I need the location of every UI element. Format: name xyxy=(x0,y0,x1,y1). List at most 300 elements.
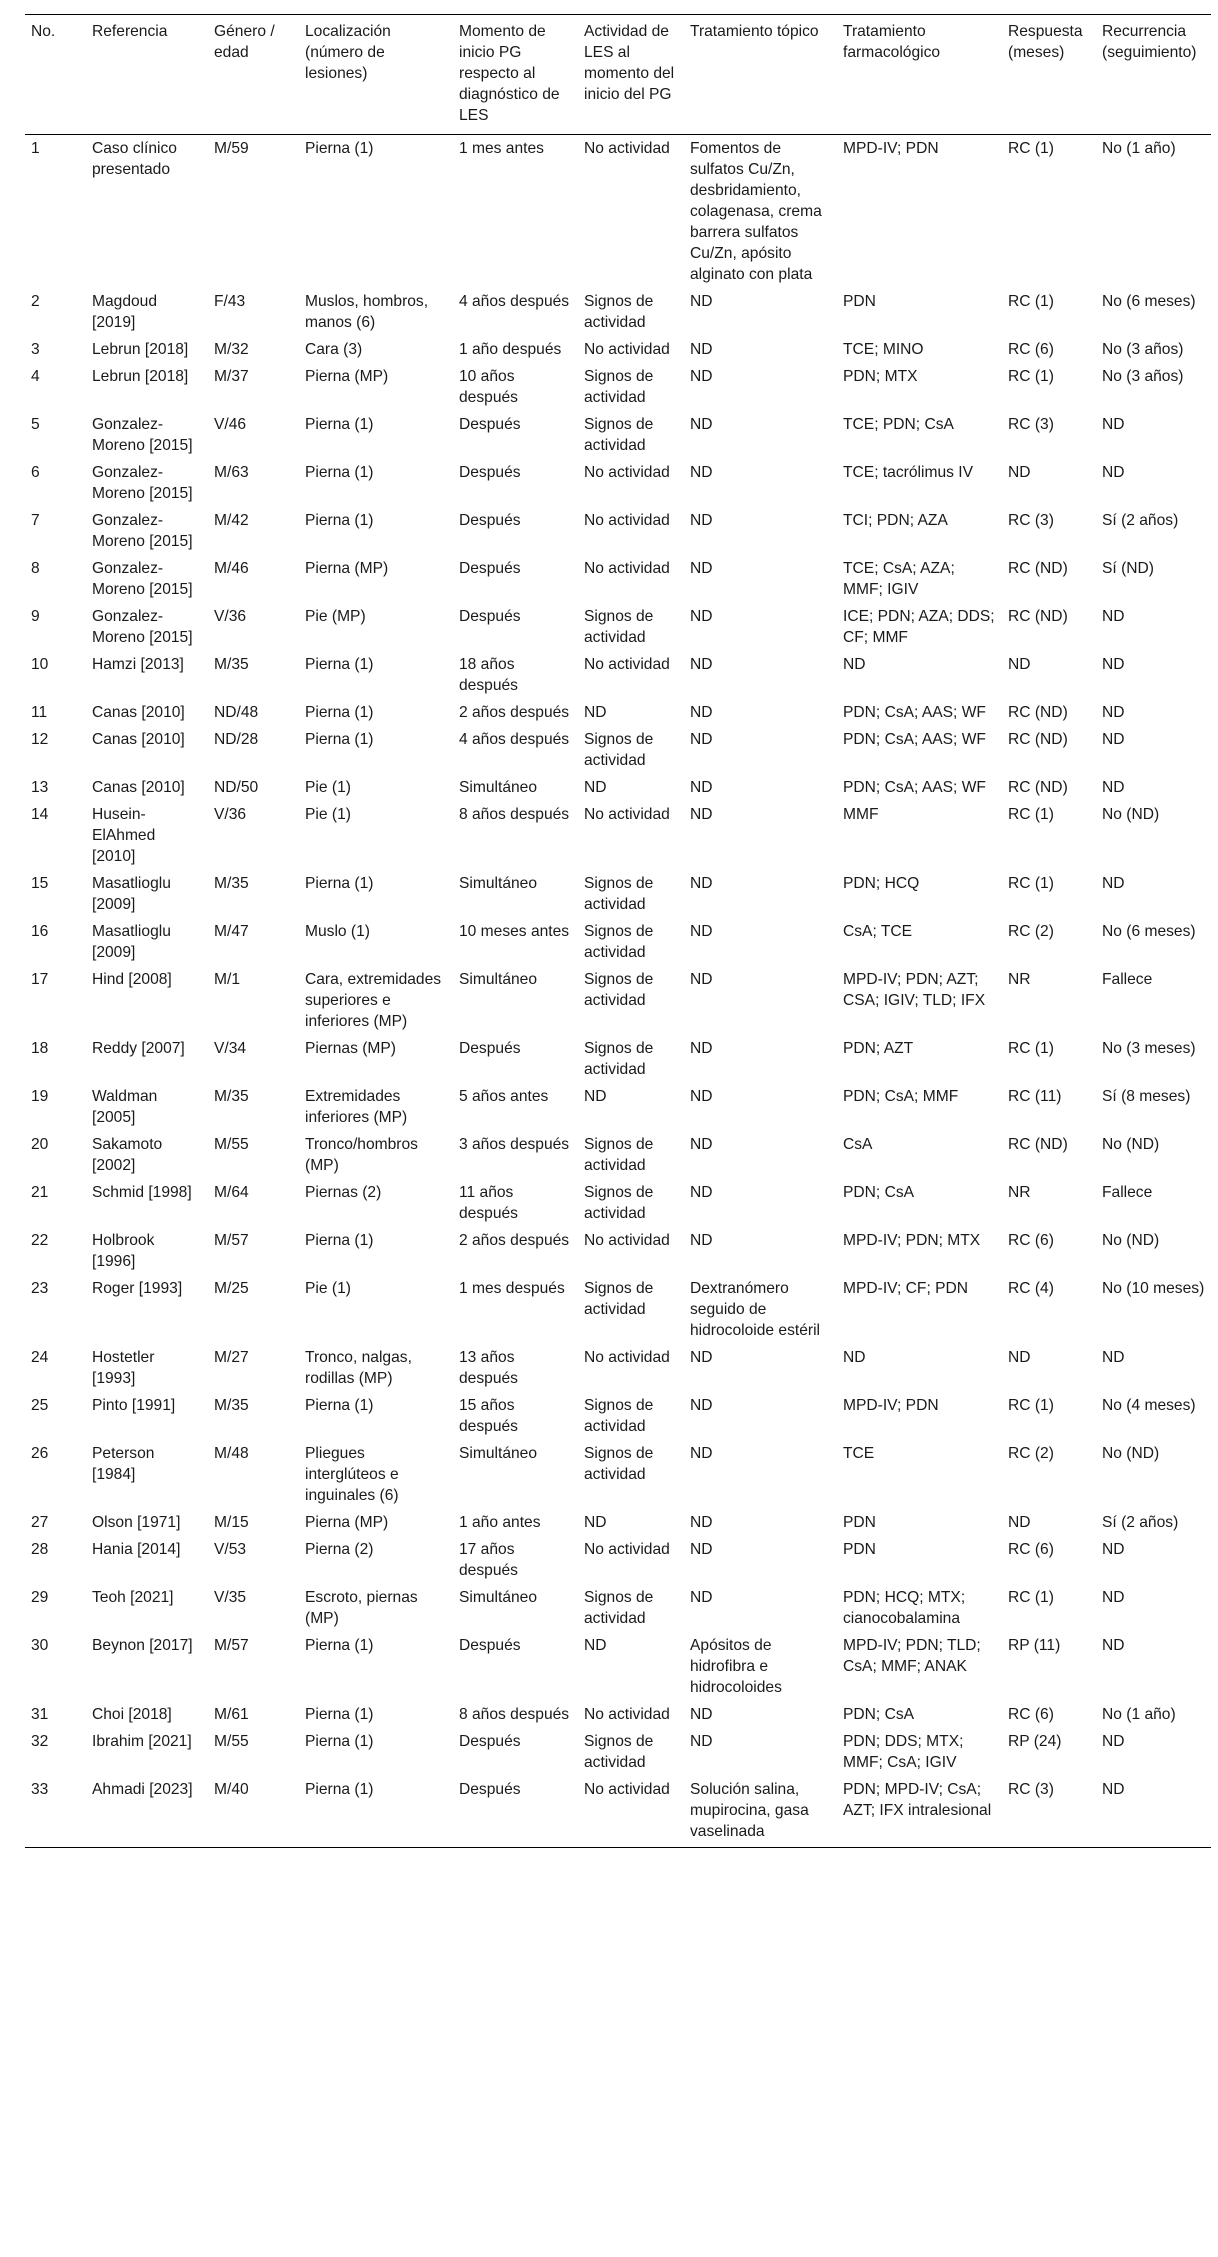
cell-tratamiento-topico: ND xyxy=(690,293,713,310)
cell-actividad-les: ND xyxy=(584,704,607,721)
cell-genero-edad: V/36 xyxy=(214,608,247,625)
cell-respuesta: RC (3) xyxy=(1002,1776,1096,1848)
cell-referencia: Peterson [1984] xyxy=(92,1445,155,1483)
cell-genero-edad: ND/28 xyxy=(214,731,259,748)
cell-tratamiento-topico: ND xyxy=(690,1040,713,1057)
cell-tratamiento-topico: ND xyxy=(690,341,713,358)
cell-tratamiento-farmacologico: TCI; PDN; AZA xyxy=(843,512,948,529)
cell-actividad-les: No actividad xyxy=(584,1232,670,1249)
cell-referencia: Canas [2010] xyxy=(92,704,185,721)
header-tratamiento-topico: Tratamiento tópico xyxy=(684,15,837,135)
cell-genero-edad: V/46 xyxy=(214,416,247,433)
cell-momento-inicio: Simultáneo xyxy=(459,779,538,796)
cell-tratamiento-topico: ND xyxy=(690,1706,713,1723)
cell-tratamiento-farmacologico: ND xyxy=(843,1349,866,1366)
cell-tratamiento-topico: ND xyxy=(690,1397,713,1414)
header-localizacion: Localización (número de lesiones) xyxy=(299,15,453,135)
cell-referencia: Holbrook [1996] xyxy=(92,1232,155,1270)
cell-no: 18 xyxy=(31,1040,49,1057)
cell-respuesta: RC (11) xyxy=(1008,1088,1062,1105)
cell-no: 6 xyxy=(31,464,40,481)
cell-momento-inicio: 4 años después xyxy=(459,293,570,310)
cell-actividad-les: ND xyxy=(584,779,607,796)
cell-tratamiento-topico: ND xyxy=(690,806,713,823)
cell-momento-inicio: Después xyxy=(459,1040,521,1057)
cell-localizacion: Pie (1) xyxy=(305,779,351,796)
table-row xyxy=(25,411,1211,459)
cell-recurrencia: Fallece xyxy=(1102,1184,1153,1201)
cell-tratamiento-topico: ND xyxy=(690,368,713,385)
cell-tratamiento-topico: ND xyxy=(690,512,713,529)
cell-localizacion: Pierna (1) xyxy=(305,140,374,157)
cell-tratamiento-topico: ND xyxy=(690,608,713,625)
cell-momento-inicio: 1 mes antes xyxy=(459,140,544,157)
cell-no: 8 xyxy=(31,560,40,577)
cell-tratamiento-farmacologico: MPD-IV; PDN; AZT; CSA; IGIV; TLD; IFX xyxy=(843,971,986,1009)
cell-actividad-les: Signos de actividad xyxy=(584,608,654,646)
cell-momento-inicio: Después xyxy=(459,464,521,481)
cell-no: 3 xyxy=(31,341,40,358)
cell-localizacion: Piernas (MP) xyxy=(305,1040,396,1057)
cell-tratamiento-farmacologico: ICE; PDN; AZA; DDS; CF; MMF xyxy=(843,608,995,646)
cell-respuesta: RC (6) xyxy=(1008,1232,1054,1249)
cell-referencia: Gonzalez-Moreno [2015] xyxy=(92,560,193,598)
cell-no: 15 xyxy=(31,875,49,892)
cell-genero-edad: M/15 xyxy=(214,1514,249,1531)
cell-localizacion: Pierna (MP) xyxy=(305,560,389,577)
cell-genero-edad: M/1 xyxy=(214,971,240,988)
cell-tratamiento-farmacologico: PDN; CsA; AAS; WF xyxy=(843,779,986,796)
cell-tratamiento-farmacologico: CsA; TCE xyxy=(843,923,913,940)
cell-respuesta: RC (ND) xyxy=(1008,560,1068,577)
cell-referencia: Beynon [2017] xyxy=(92,1637,193,1654)
cell-tratamiento-farmacologico: MPD-IV; PDN xyxy=(843,140,939,157)
cell-recurrencia: No (ND) xyxy=(1102,1445,1160,1462)
cell-recurrencia: Sí (ND) xyxy=(1102,560,1154,577)
cell-tratamiento-topico: ND xyxy=(690,416,713,433)
table-row xyxy=(25,1083,1211,1131)
cell-recurrencia: No (3 años) xyxy=(1102,368,1184,385)
cell-no: 26 xyxy=(31,1445,49,1462)
cell-genero-edad: M/35 xyxy=(214,875,249,892)
cell-respuesta: RC (1) xyxy=(1008,140,1054,157)
cell-momento-inicio: 4 años después xyxy=(459,731,570,748)
cell-actividad-les: Signos de actividad xyxy=(584,731,654,769)
cell-momento-inicio: Después xyxy=(459,512,521,529)
cell-respuesta: NR xyxy=(1008,1184,1031,1201)
table-row xyxy=(25,1728,1211,1776)
table-row xyxy=(25,1035,1211,1083)
cell-referencia: Teoh [2021] xyxy=(92,1589,174,1606)
cell-localizacion: Pie (1) xyxy=(305,1280,351,1297)
table-row xyxy=(25,135,1211,289)
cell-respuesta: RC (ND) xyxy=(1008,608,1068,625)
cell-actividad-les: No actividad xyxy=(584,1349,670,1366)
cell-tratamiento-topico: ND xyxy=(690,1136,713,1153)
table-row xyxy=(25,363,1211,411)
cell-localizacion: Pierna (2) xyxy=(305,1541,374,1558)
cell-no: 25 xyxy=(31,1397,49,1414)
cell-momento-inicio: 10 años después xyxy=(459,368,518,406)
cell-respuesta: RC (ND) xyxy=(1008,731,1068,748)
cell-genero-edad: V/34 xyxy=(214,1040,247,1057)
cell-no: 2 xyxy=(31,293,40,310)
cell-recurrencia: ND xyxy=(1096,1776,1211,1848)
table-row xyxy=(25,918,1211,966)
cell-no: 12 xyxy=(31,731,49,748)
cell-no: 24 xyxy=(31,1349,49,1366)
table-row xyxy=(25,774,1211,801)
cell-genero-edad: M/25 xyxy=(214,1280,249,1297)
cell-tratamiento-topico: ND xyxy=(690,704,713,721)
cell-recurrencia: No (10 meses) xyxy=(1102,1280,1205,1297)
cell-localizacion: Cara, extremidades superiores e inferiores (MP) xyxy=(305,971,442,1030)
cell-actividad-les: No actividad xyxy=(578,1776,684,1848)
cell-actividad-les: Signos de actividad xyxy=(584,971,654,1009)
cell-tratamiento-farmacologico: PDN; MPD-IV; CsA; AZT; IFX intralesional xyxy=(837,1776,1002,1848)
cell-recurrencia: No (3 años) xyxy=(1102,341,1184,358)
cell-localizacion: Pierna (1) xyxy=(305,1706,374,1723)
table-header xyxy=(25,15,1211,135)
cell-no: 29 xyxy=(31,1589,49,1606)
table-row xyxy=(25,1275,1211,1344)
cell-momento-inicio: 17 años después xyxy=(459,1541,518,1579)
cell-no: 20 xyxy=(31,1136,49,1153)
table-body xyxy=(25,135,1211,1848)
cell-genero-edad: M/55 xyxy=(214,1136,249,1153)
cell-referencia: Husein-ElAhmed [2010] xyxy=(92,806,156,865)
header-genero-edad: Género / edad xyxy=(208,15,299,135)
cell-actividad-les: Signos de actividad xyxy=(584,1397,654,1435)
cell-tratamiento-farmacologico: PDN; CsA xyxy=(843,1706,915,1723)
cell-recurrencia: No (1 año) xyxy=(1102,140,1176,157)
cell-genero-edad: M/46 xyxy=(214,560,249,577)
cell-tratamiento-topico: ND xyxy=(690,731,713,748)
cell-actividad-les: No actividad xyxy=(584,512,670,529)
cell-momento-inicio: 3 años después xyxy=(459,1136,570,1153)
cell-momento-inicio: Simultáneo xyxy=(459,875,538,892)
cell-no: 22 xyxy=(31,1232,49,1249)
cell-respuesta: RC (ND) xyxy=(1008,779,1068,796)
header-row xyxy=(25,15,1211,135)
cell-actividad-les: ND xyxy=(584,1088,607,1105)
cell-no: 23 xyxy=(31,1280,49,1297)
cell-referencia: Gonzalez-Moreno [2015] xyxy=(92,416,193,454)
cell-referencia: Olson [1971] xyxy=(92,1514,181,1531)
cell-genero-edad: M/57 xyxy=(214,1637,249,1654)
table-row xyxy=(25,1227,1211,1275)
cell-localizacion: Muslo (1) xyxy=(305,923,370,940)
cell-recurrencia: Sí (2 años) xyxy=(1102,512,1179,529)
cell-referencia: Lebrun [2018] xyxy=(92,341,189,358)
cell-recurrencia: ND xyxy=(1102,731,1125,748)
table-row xyxy=(25,1776,1211,1848)
cell-momento-inicio: 8 años después xyxy=(459,1706,570,1723)
cell-no: 33 xyxy=(25,1776,86,1848)
cell-respuesta: RC (3) xyxy=(1008,512,1054,529)
cell-tratamiento-topico: ND xyxy=(690,971,713,988)
cell-momento-inicio: 1 año después xyxy=(459,341,562,358)
cell-tratamiento-farmacologico: MPD-IV; CF; PDN xyxy=(843,1280,969,1297)
cell-momento-inicio: 2 años después xyxy=(459,704,570,721)
cell-localizacion: Pierna (1) xyxy=(305,1232,374,1249)
cell-localizacion: Pierna (1) xyxy=(305,704,374,721)
cell-genero-edad: M/48 xyxy=(214,1445,249,1462)
cell-actividad-les: No actividad xyxy=(584,1706,670,1723)
cell-momento-inicio: Después xyxy=(459,1733,521,1750)
cell-tratamiento-topico: ND xyxy=(690,1349,713,1366)
cell-recurrencia: ND xyxy=(1102,464,1125,481)
cell-localizacion: Escroto, piernas (MP) xyxy=(305,1589,418,1627)
cell-recurrencia: ND xyxy=(1102,1589,1125,1606)
cell-respuesta: RC (2) xyxy=(1008,1445,1054,1462)
cell-genero-edad: M/37 xyxy=(214,368,249,385)
cell-tratamiento-farmacologico: TCE xyxy=(843,1445,875,1462)
cell-respuesta: RC (1) xyxy=(1008,806,1054,823)
cell-no: 5 xyxy=(31,416,40,433)
cell-actividad-les: ND xyxy=(584,1637,607,1654)
cell-no: 1 xyxy=(31,140,40,157)
cell-tratamiento-farmacologico: PDN; MTX xyxy=(843,368,918,385)
cell-localizacion: Pierna (MP) xyxy=(305,1514,389,1531)
cell-tratamiento-farmacologico: CsA xyxy=(843,1136,873,1153)
cell-genero-edad: V/36 xyxy=(214,806,247,823)
cell-no: 14 xyxy=(31,806,49,823)
cell-genero-edad: V/53 xyxy=(214,1541,247,1558)
table-row xyxy=(25,870,1211,918)
cell-actividad-les: No actividad xyxy=(584,464,670,481)
cell-no: 7 xyxy=(31,512,40,529)
cell-recurrencia: No (ND) xyxy=(1102,1232,1160,1249)
cell-genero-edad: M/35 xyxy=(214,656,249,673)
cell-tratamiento-farmacologico: MMF xyxy=(843,806,879,823)
cell-recurrencia: ND xyxy=(1102,656,1125,673)
cell-tratamiento-topico: ND xyxy=(690,1541,713,1558)
cell-referencia: Hamzi [2013] xyxy=(92,656,184,673)
cell-tratamiento-topico: ND xyxy=(690,1088,713,1105)
cell-referencia: Canas [2010] xyxy=(92,779,185,796)
cell-localizacion: Pierna (1) xyxy=(305,464,374,481)
cell-actividad-les: Signos de actividad xyxy=(584,1589,654,1627)
cell-actividad-les: Signos de actividad xyxy=(584,1445,654,1483)
cell-momento-inicio: 10 meses antes xyxy=(459,923,570,940)
cell-recurrencia: ND xyxy=(1102,416,1125,433)
cases-table xyxy=(25,14,1211,1848)
cell-recurrencia: No (6 meses) xyxy=(1102,293,1196,310)
cell-localizacion: Pie (1) xyxy=(305,806,351,823)
table-row xyxy=(25,699,1211,726)
cell-momento-inicio: Simultáneo xyxy=(459,1589,538,1606)
cell-recurrencia: No (3 meses) xyxy=(1102,1040,1196,1057)
cell-momento-inicio: Simultáneo xyxy=(459,1445,538,1462)
cell-tratamiento-farmacologico: PDN; CsA xyxy=(843,1184,915,1201)
cell-momento-inicio: 1 mes después xyxy=(459,1280,565,1297)
cell-no: 16 xyxy=(31,923,49,940)
cell-no: 32 xyxy=(31,1733,49,1750)
cell-referencia: Masatlioglu [2009] xyxy=(92,875,171,913)
cell-momento-inicio: 1 año antes xyxy=(459,1514,541,1531)
cell-no: 28 xyxy=(31,1541,49,1558)
cell-recurrencia: No (6 meses) xyxy=(1102,923,1196,940)
cell-actividad-les: Signos de actividad xyxy=(584,1040,654,1078)
table-row xyxy=(25,555,1211,603)
cell-actividad-les: Signos de actividad xyxy=(584,293,654,331)
cell-respuesta: ND xyxy=(1008,464,1031,481)
cell-respuesta: ND xyxy=(1008,1514,1031,1531)
cell-genero-edad: ND/50 xyxy=(214,779,259,796)
cell-referencia: Gonzalez-Moreno [2015] xyxy=(92,512,193,550)
cell-actividad-les: Signos de actividad xyxy=(584,1184,654,1222)
cell-localizacion: Pierna (1) xyxy=(305,416,374,433)
cell-respuesta: RC (ND) xyxy=(1008,704,1068,721)
cell-no: 17 xyxy=(31,971,49,988)
cell-genero-edad: M/47 xyxy=(214,923,249,940)
table-row xyxy=(25,1701,1211,1728)
cell-momento-inicio: 8 años después xyxy=(459,806,570,823)
cell-tratamiento-topico: ND xyxy=(690,1589,713,1606)
cell-tratamiento-topico: ND xyxy=(690,464,713,481)
cell-tratamiento-farmacologico: ND xyxy=(843,656,866,673)
cell-actividad-les: Signos de actividad xyxy=(584,1280,654,1318)
header-recurrencia: Recurrencia (seguimiento) xyxy=(1096,15,1211,135)
cell-localizacion: Pliegues interglúteos e inguinales (6) xyxy=(305,1445,399,1504)
cell-actividad-les: No actividad xyxy=(584,656,670,673)
cell-no: 11 xyxy=(31,704,48,721)
cell-momento-inicio: Simultáneo xyxy=(459,971,538,988)
cell-referencia: Pinto [1991] xyxy=(92,1397,176,1414)
cell-referencia: Caso clínico presentado xyxy=(92,140,177,178)
cell-actividad-les: Signos de actividad xyxy=(584,1136,654,1174)
cell-recurrencia: ND xyxy=(1102,779,1125,796)
table-row xyxy=(25,1509,1211,1536)
table-row xyxy=(25,603,1211,651)
table-row xyxy=(25,1392,1211,1440)
cell-respuesta: RC (3) xyxy=(1008,416,1054,433)
cell-respuesta: NR xyxy=(1008,971,1031,988)
cell-recurrencia: ND xyxy=(1102,875,1125,892)
cell-tratamiento-farmacologico: PDN; CsA; MMF xyxy=(843,1088,959,1105)
cell-actividad-les: ND xyxy=(584,1514,607,1531)
cell-referencia: Gonzalez-Moreno [2015] xyxy=(92,608,193,646)
cell-referencia: Masatlioglu [2009] xyxy=(92,923,171,961)
cell-momento-inicio: Después xyxy=(459,560,521,577)
cell-recurrencia: ND xyxy=(1102,1349,1125,1366)
table-row xyxy=(25,1179,1211,1227)
cell-genero-edad: M/40 xyxy=(208,1776,299,1848)
cell-respuesta: RP (11) xyxy=(1008,1637,1061,1654)
cell-genero-edad: F/43 xyxy=(214,293,246,310)
cell-tratamiento-topico: ND xyxy=(690,1184,713,1201)
cell-no: 13 xyxy=(31,779,49,796)
cell-momento-inicio: 18 años después xyxy=(459,656,518,694)
cell-tratamiento-farmacologico: TCE; tacrólimus IV xyxy=(843,464,973,481)
cell-tratamiento-farmacologico: MPD-IV; PDN; MTX xyxy=(843,1232,981,1249)
cell-localizacion: Tronco, nalgas, rodillas (MP) xyxy=(305,1349,412,1387)
table-row xyxy=(25,1584,1211,1632)
cell-momento-inicio: 11 años después xyxy=(459,1184,518,1222)
cell-tratamiento-farmacologico: PDN; DDS; MTX; MMF; CsA; IGIV xyxy=(843,1733,964,1771)
table-row xyxy=(25,1536,1211,1584)
table-container xyxy=(25,14,1211,1848)
cell-referencia: Hania [2014] xyxy=(92,1541,181,1558)
cell-respuesta: RC (1) xyxy=(1008,875,1054,892)
cell-recurrencia: ND xyxy=(1102,1637,1125,1654)
cell-genero-edad: M/35 xyxy=(214,1397,249,1414)
cell-respuesta: RC (6) xyxy=(1008,1706,1054,1723)
cell-genero-edad: ND/48 xyxy=(214,704,259,721)
cell-actividad-les: No actividad xyxy=(584,341,670,358)
cell-tratamiento-farmacologico: TCE; CsA; AZA; MMF; IGIV xyxy=(843,560,955,598)
cell-momento-inicio: Después xyxy=(459,416,521,433)
cell-genero-edad: M/64 xyxy=(214,1184,249,1201)
cell-no: 30 xyxy=(31,1637,49,1654)
cell-localizacion: Pierna (1) xyxy=(305,512,374,529)
cell-actividad-les: Signos de actividad xyxy=(584,416,654,454)
cell-localizacion: Cara (3) xyxy=(305,341,363,358)
cell-momento-inicio: Después xyxy=(459,1637,521,1654)
cell-tratamiento-farmacologico: PDN xyxy=(843,1541,876,1558)
cell-respuesta: RC (1) xyxy=(1008,1589,1054,1606)
cell-respuesta: RC (6) xyxy=(1008,341,1054,358)
header-referencia: Referencia xyxy=(86,15,208,135)
cell-tratamiento-farmacologico: PDN; CsA; AAS; WF xyxy=(843,704,986,721)
cell-actividad-les: Signos de actividad xyxy=(584,368,654,406)
cell-respuesta: ND xyxy=(1008,1349,1031,1366)
cell-localizacion: Pierna (1) xyxy=(305,731,374,748)
cell-recurrencia: No (1 año) xyxy=(1102,1706,1176,1723)
cell-tratamiento-topico: ND xyxy=(690,1514,713,1531)
table-row xyxy=(25,507,1211,555)
cell-referencia: Hostetler [1993] xyxy=(92,1349,155,1387)
cell-recurrencia: Fallece xyxy=(1102,971,1153,988)
cell-referencia: Hind [2008] xyxy=(92,971,172,988)
cell-momento-inicio: 5 años antes xyxy=(459,1088,549,1105)
cell-tratamiento-farmacologico: PDN xyxy=(843,1514,876,1531)
cell-genero-edad: V/35 xyxy=(214,1589,247,1606)
cell-tratamiento-farmacologico: MPD-IV; PDN; TLD; CsA; MMF; ANAK xyxy=(843,1637,981,1675)
cell-localizacion: Muslos, hombros, manos (6) xyxy=(305,293,429,331)
cell-referencia: Schmid [1998] xyxy=(92,1184,192,1201)
cell-localizacion: Pierna (1) xyxy=(305,1637,374,1654)
cell-localizacion: Pierna (1) xyxy=(305,1733,374,1750)
cell-no: 4 xyxy=(31,368,40,385)
cell-localizacion: Pierna (1) xyxy=(305,875,374,892)
cell-respuesta: RC (1) xyxy=(1008,293,1054,310)
cell-referencia: Choi [2018] xyxy=(92,1706,172,1723)
table-row xyxy=(25,1632,1211,1701)
cell-tratamiento-farmacologico: TCE; PDN; CsA xyxy=(843,416,954,433)
cell-actividad-les: No actividad xyxy=(584,806,670,823)
cell-referencia: Lebrun [2018] xyxy=(92,368,189,385)
cell-recurrencia: No (4 meses) xyxy=(1102,1397,1196,1414)
cell-localizacion: Pierna (MP) xyxy=(305,368,389,385)
table-row xyxy=(25,459,1211,507)
table-row xyxy=(25,1131,1211,1179)
cell-genero-edad: M/27 xyxy=(214,1349,249,1366)
cell-recurrencia: ND xyxy=(1102,1733,1125,1750)
cell-recurrencia: ND xyxy=(1102,1541,1125,1558)
table-row xyxy=(25,336,1211,363)
cell-referencia: Reddy [2007] xyxy=(92,1040,185,1057)
cell-no: 27 xyxy=(31,1514,49,1531)
cell-tratamiento-topico: ND xyxy=(690,656,713,673)
table-row xyxy=(25,1344,1211,1392)
cell-localizacion: Piernas (2) xyxy=(305,1184,382,1201)
cell-respuesta: RC (4) xyxy=(1008,1280,1054,1297)
cell-respuesta: ND xyxy=(1008,656,1031,673)
table-row xyxy=(25,726,1211,774)
cell-referencia: Sakamoto [2002] xyxy=(92,1136,163,1174)
